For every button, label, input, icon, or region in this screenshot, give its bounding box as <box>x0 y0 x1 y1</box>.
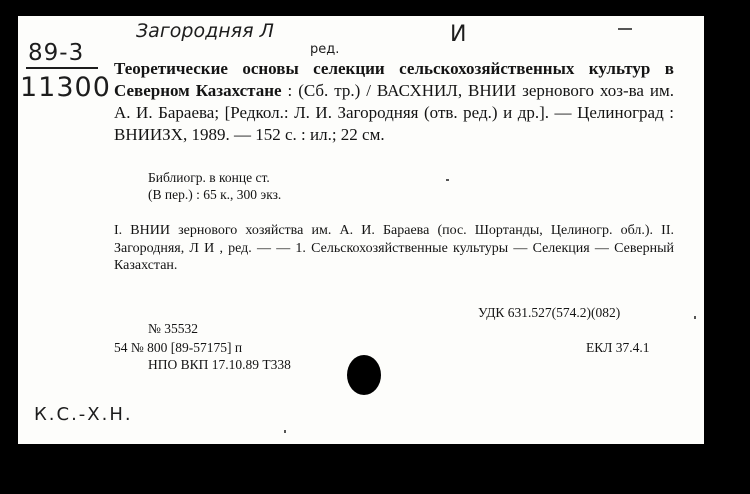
eskl-index: ЕКЛ 37.4.1 <box>586 340 650 355</box>
handwritten-author-note: Загородняя Л <box>136 20 274 42</box>
bibliography-note: Библиогр. в конце ст. <box>148 170 270 185</box>
printer-imprint: НПО ВКП 17.10.89 Т338 <box>148 357 291 372</box>
punch-hole <box>347 355 381 395</box>
price-note: (В пер.) : 65 к., 300 экз. <box>148 187 282 202</box>
shelf-mark-bottom: 11300 <box>20 72 111 103</box>
print-run-code: 54 № 800 [89-57175] п <box>114 340 243 355</box>
paper-speck <box>618 28 632 30</box>
bibliographic-description <box>114 58 674 146</box>
shelf-mark-divider <box>26 67 98 69</box>
paper-speck <box>284 430 286 433</box>
tracing-entries: I. ВНИИ зернового хозяйства им. А. И. Бараева (пос. Шортанды, Целиногр. обл.). II. Загородняя, Л И , ред. — — 1. Сельскохозяйственные культуры — Селекция — Северный Казахстан. <box>114 223 674 273</box>
catalog-card <box>18 16 704 444</box>
card-number: № 35532 <box>148 321 199 336</box>
paper-speck <box>446 179 449 181</box>
udk-index: УДК 631.527(574.2)(082) <box>478 305 621 320</box>
publication-details: : (Сб. тр.) / ВАСХНИЛ, ВНИИ зернового хоз-ва им. А. И. Бараева; [Редкол.: Л. И. Загородняя (отв. ред.) и др.]. — Целиноград : ВНИИЗХ, 1989. — 152 с. : ил.; 22 см. <box>114 81 674 144</box>
paper-speck <box>694 316 696 319</box>
book-title: Теоретические основы селекции сельскохозяйственных культур в Северном Казахстане <box>114 59 674 100</box>
handwritten-initial-note: И <box>450 22 467 47</box>
shelf-mark-top: 89-3 <box>28 40 85 66</box>
handwritten-bottom-note: К.С.-Х.Н. <box>34 404 133 425</box>
handwritten-editor-note: ред. <box>310 42 340 57</box>
